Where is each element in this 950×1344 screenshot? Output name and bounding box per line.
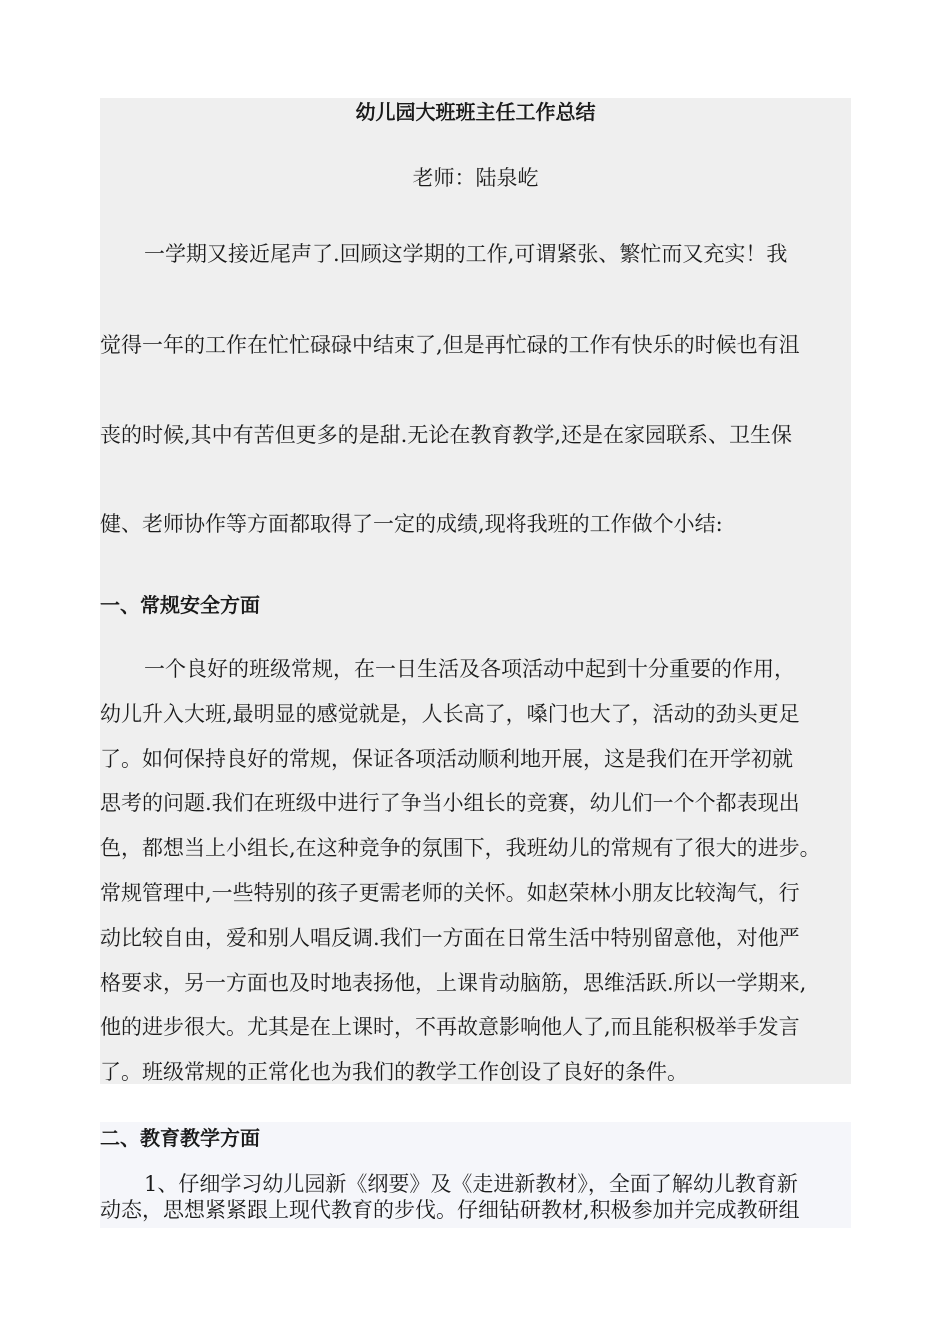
section1-line: 他的进步很大。尤其是在上课时，不再故意影响他人了,而且能积极举手发言: [100, 1015, 800, 1039]
section1-line: 动比较自由，爱和别人唱反调.我们一方面在日常生活中特别留意他，对他严: [100, 926, 800, 950]
section1-line: 思考的问题.我们在班级中进行了争当小组长的竞赛，幼儿们一个个都表现出: [100, 791, 800, 815]
page-title: 幼儿园大班班主任工作总结: [355, 100, 596, 124]
section1-line: 格要求，另一方面也及时地表扬他，上课肯动脑筋，思维活跃.所以一学期来,: [100, 971, 807, 995]
section-heading-2: 二、教育教学方面: [100, 1126, 260, 1150]
section2-line: 1、仔细学习幼儿园新《纲要》及《走进新教材》，全面了解幼儿教育新: [144, 1172, 798, 1196]
section1-line: 幼儿升入大班,最明显的感觉就是，人长高了，嗓门也大了，活动的劲头更足: [100, 702, 800, 726]
section1-line: 常规管理中,一些特别的孩子更需老师的关怀。如赵荣林小朋友比较淘气，行: [100, 881, 800, 905]
section1-line: 了。班级常规的正常化也为我们的教学工作创设了良好的条件。: [100, 1060, 688, 1084]
intro-line: 一学期又接近尾声了.回顾这学期的工作,可谓紧张、繁忙而又充实！我: [144, 242, 788, 266]
section2-line: 动态，思想紧紧跟上现代教育的步伐。仔细钻研教材,积极参加并完成教研组: [100, 1198, 800, 1222]
author-line: 老师：陆泉屹: [412, 166, 539, 190]
intro-line: 健、老师协作等方面都取得了一定的成绩,现将我班的工作做个小结:: [100, 512, 723, 536]
section1-line: 了。如何保持良好的常规，保证各项活动顺利地开展，这是我们在开学初就: [100, 747, 793, 771]
intro-line: 丧的时候,其中有苦但更多的是甜.无论在教育教学,还是在家园联系、卫生保: [100, 423, 793, 447]
intro-line: 觉得一年的工作在忙忙碌碌中结束了,但是再忙碌的工作有快乐的时候也有沮: [100, 333, 800, 357]
section1-line: 一个良好的班级常规，在一日生活及各项活动中起到十分重要的作用，: [144, 657, 795, 681]
section-heading-1: 一、常规安全方面: [100, 593, 260, 617]
section1-line: 色，都想当上小组长,在这种竞争的氛围下，我班幼儿的常规有了很大的进步。: [100, 836, 821, 860]
